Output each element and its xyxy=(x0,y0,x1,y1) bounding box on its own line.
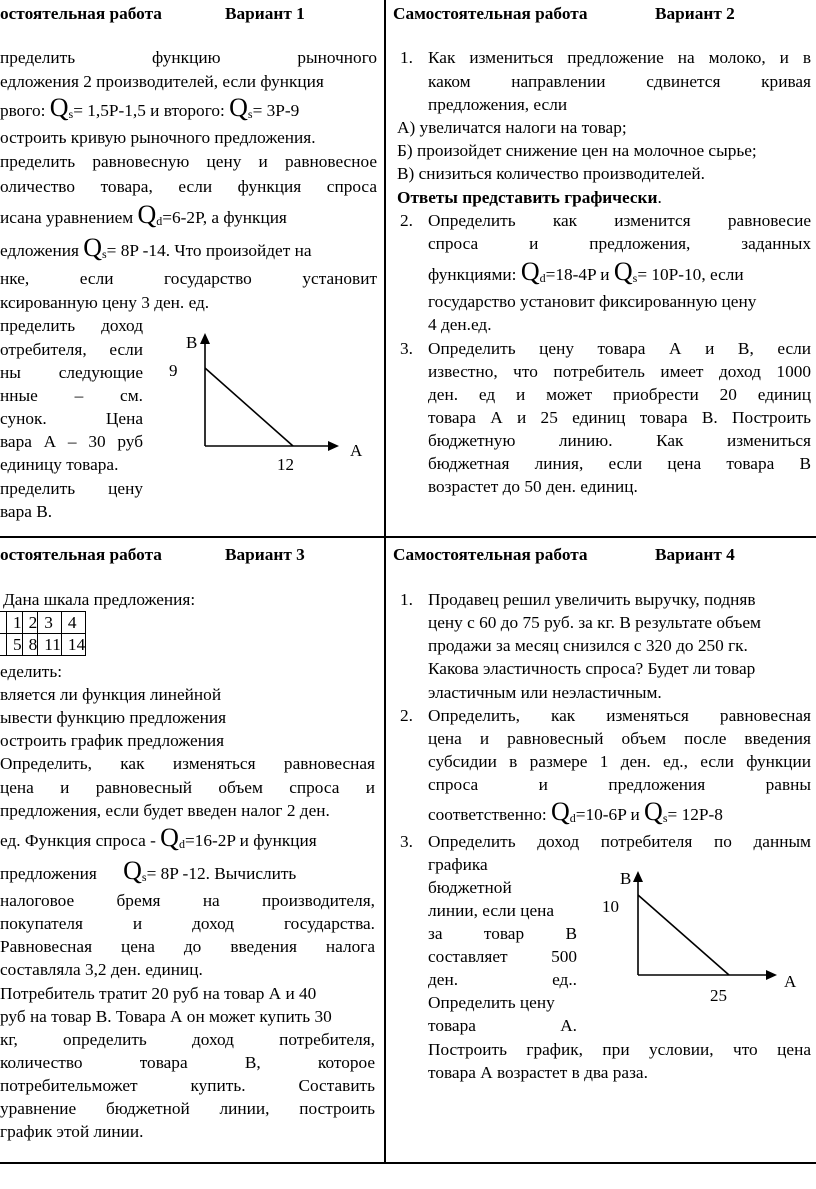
v3-line: график этой линии. xyxy=(0,1122,144,1141)
v4-line: Определить доход потребителя по данным xyxy=(428,832,811,851)
v1-budget-graph xyxy=(160,328,370,478)
v4-line: эластичным или неэластичным. xyxy=(428,683,662,702)
v4-line: ден. ед.. xyxy=(428,970,577,989)
v1-line: вара В. xyxy=(0,502,53,521)
v3-formula-line: ед. Функция спроса - Qd=16-2P и функция xyxy=(0,823,317,852)
v1-line: остроить кривую рыночного предложения. xyxy=(0,128,316,147)
v1-line: нке, если государство установит xyxy=(0,269,377,288)
row-divider xyxy=(0,536,816,538)
v2-line: бюджетную линию. Как измениться xyxy=(428,431,811,450)
v2-line: В) снизиться количество производителей. xyxy=(397,164,705,183)
v1-y-arrow xyxy=(200,333,210,344)
v3-line: еделить: xyxy=(0,662,63,681)
v4-line: цену с 60 до 75 руб. за кг. В результате объем xyxy=(428,613,761,632)
v2-line: А) увеличатся налоги на товар; xyxy=(397,118,627,137)
v4-line: товара А возрастет в два раза. xyxy=(428,1063,648,1082)
v3-line: уравнение бюджетной линии, построить xyxy=(0,1099,375,1118)
v2-line: государство установит фиксированную цену xyxy=(428,292,757,311)
v1-line: сунок. Цена xyxy=(0,409,143,428)
v4-y-arrow xyxy=(633,871,643,882)
v1-axis-a-label: А xyxy=(350,441,363,460)
table-cell: 2 xyxy=(22,612,38,634)
v4-line: за товар В xyxy=(428,924,577,943)
v3-line: руб на товар В. Товара А он может купить 30 xyxy=(0,1007,332,1026)
v3-title: остоятельная работа xyxy=(0,545,162,564)
v1-line: нные – см. xyxy=(0,386,143,405)
v2-line: товара А и 25 единиц товара В. Построить xyxy=(428,408,811,427)
v4-line: графика xyxy=(428,855,488,874)
v1-y-tick: 9 xyxy=(169,361,178,380)
v4-line: Определить, как изменяться равновесная xyxy=(428,706,811,725)
v4-line: линии, если цена xyxy=(428,901,555,920)
v4-line: субсидии в размере 1 ден. ед., если функции xyxy=(428,752,811,771)
v4-budget-line xyxy=(638,895,729,975)
v3-line: Равновесная цена до введения налога xyxy=(0,937,375,956)
table-cell: 11 xyxy=(38,634,62,656)
v2-line: Определить цену товара А и В, если xyxy=(428,339,811,358)
v1-x-arrow xyxy=(328,441,339,451)
table-cell: 1 xyxy=(7,612,23,634)
v3-line: потребительможет купить. Составить xyxy=(0,1076,375,1095)
v4-y-tick: 10 xyxy=(602,897,619,916)
v3-line: количество товара В, которое xyxy=(0,1053,375,1072)
table-row xyxy=(0,612,86,634)
v2-line: Ответы представить графически. xyxy=(397,188,662,207)
v1-line: пределить доход xyxy=(0,316,143,335)
column-divider xyxy=(384,0,386,1163)
v1-line: вара А – 30 руб xyxy=(0,432,143,451)
v1-formula-line: едложения Qs= 8P -14. Что произойдет на xyxy=(0,233,312,262)
v4-line: товара А. xyxy=(428,1016,577,1035)
v4-line: цена и равновесный объем после введения xyxy=(428,729,811,748)
v4-axis-b-label: В xyxy=(620,869,632,888)
v3-line: Дана шкала предложения: xyxy=(3,590,196,609)
v2-line: Б) произойдет снижение цен на молочное сырье; xyxy=(397,141,757,160)
v4-item-number: 3. xyxy=(400,832,413,851)
v2-line: известно, что потребитель имеет доход 1000 xyxy=(428,362,811,381)
v4-line: Определить цену xyxy=(428,993,555,1012)
v2-formula-line: функциями: Qd=18-4P и Qs= 10P-10, если xyxy=(428,257,744,286)
v4-variant: Вариант 4 xyxy=(655,545,735,564)
v1-budget-line xyxy=(205,368,293,446)
v3-line: Определить, как изменяться равновесная xyxy=(0,754,375,773)
v2-line: Определить как изменится равновесие xyxy=(428,211,811,230)
v4-title: Самостоятельная работа xyxy=(393,545,588,564)
v4-line: спроса и предложения равны xyxy=(428,775,811,794)
v1-x-tick: 12 xyxy=(277,455,294,474)
v2-line: возрастет до 50 ден. единиц. xyxy=(428,477,638,496)
v1-line: пределить цену xyxy=(0,479,143,498)
v2-title: Самостоятельная работа xyxy=(393,4,588,23)
v2-line: Как измениться предложение на молоко, и в xyxy=(428,48,811,67)
v4-item-number: 2. xyxy=(400,706,413,725)
v3-formula-line: предложения Qs= 8P -12. Вычислить xyxy=(0,856,297,885)
table-cell: 8 xyxy=(22,634,38,656)
v1-line: отребителя, если xyxy=(0,340,143,359)
v1-line: ксированную цену 3 ден. ед. xyxy=(0,293,210,312)
v1-formula-line: исана уравнением Qd=6-2P, а функция xyxy=(0,200,287,229)
v2-line: предложения, если xyxy=(428,95,568,114)
table-cell: 5 xyxy=(7,634,23,656)
v2-variant: Вариант 2 xyxy=(655,4,735,23)
v4-line: бюджетной xyxy=(428,878,512,897)
v3-line: налоговое бремя на производителя, xyxy=(0,891,375,910)
table-cell: 4 xyxy=(61,612,85,634)
v3-line: кг, определить доход потребителя, xyxy=(0,1030,375,1049)
v4-item-number: 1. xyxy=(400,590,413,609)
v3-line: вляется ли функция линейной xyxy=(0,685,222,704)
v2-item-number: 2. xyxy=(400,211,413,230)
v4-line: продажи за месяц снизился с 320 до 250 гк. xyxy=(428,636,748,655)
v4-line: составляет 500 xyxy=(428,947,577,966)
v1-line: ны следующие xyxy=(0,363,143,382)
v4-budget-graph xyxy=(596,862,811,1012)
table-row xyxy=(0,634,86,656)
v2-line: каком направлении сдвинется кривая xyxy=(428,72,811,91)
v2-line: спроса и предложения, заданных xyxy=(428,234,811,253)
v1-formula-line: рвого: Qs= 1,5P-1,5 и второго: Qs= 3P-9 xyxy=(0,93,300,122)
v4-x-tick: 25 xyxy=(710,986,727,1005)
v3-line: предложения, если будет введен налог 2 ден. xyxy=(0,801,330,820)
v4-formula-line: соответственно: Qd=10-6P и Qs= 12P-8 xyxy=(428,797,723,826)
v4-line: Продавец решил увеличить выручку, подняв xyxy=(428,590,756,609)
v1-line: пределить функцию рыночного xyxy=(0,48,377,67)
table-cell: 3 xyxy=(38,612,62,634)
v2-item-number: 1. xyxy=(400,48,413,67)
v4-x-arrow xyxy=(766,970,777,980)
v1-line: оличество товара, если функция спроса xyxy=(0,177,377,196)
v1-variant: Вариант 1 xyxy=(225,4,305,23)
v3-line: цена и равновесный объем спроса и xyxy=(0,778,375,797)
v1-line: единицу товара. xyxy=(0,455,119,474)
v2-item-number: 3. xyxy=(400,339,413,358)
v2-line: бюджетная линия, если цена товара В xyxy=(428,454,811,473)
v3-line: покупателя и доход государства. xyxy=(0,914,375,933)
bottom-border xyxy=(0,1162,816,1164)
v3-line: составляла 3,2 ден. единиц. xyxy=(0,960,203,979)
v2-line: ден. ед и может приобрести 20 единиц xyxy=(428,385,811,404)
table-cell: 14 xyxy=(61,634,85,656)
v3-supply-table xyxy=(0,611,86,656)
v4-axis-a-label: А xyxy=(784,972,797,991)
v1-title: остоятельная работа xyxy=(0,4,162,23)
v1-line: пределить равновесную цену и равновесное xyxy=(0,152,377,171)
v3-line: остроить график предложения xyxy=(0,731,225,750)
v3-variant: Вариант 3 xyxy=(225,545,305,564)
v2-line: 4 ден.ед. xyxy=(428,315,492,334)
v3-line: ывести функцию предложения xyxy=(0,708,227,727)
v4-line: Какова эластичность спроса? Будет ли товар xyxy=(428,659,756,678)
v3-line: Потребитель тратит 20 руб на товар А и 40 xyxy=(0,984,317,1003)
v1-axis-b-label: В xyxy=(186,333,198,352)
v1-line: едложения 2 производителей, если функция xyxy=(0,72,324,91)
v4-line: Построить график, при условии, что цена xyxy=(428,1040,811,1059)
